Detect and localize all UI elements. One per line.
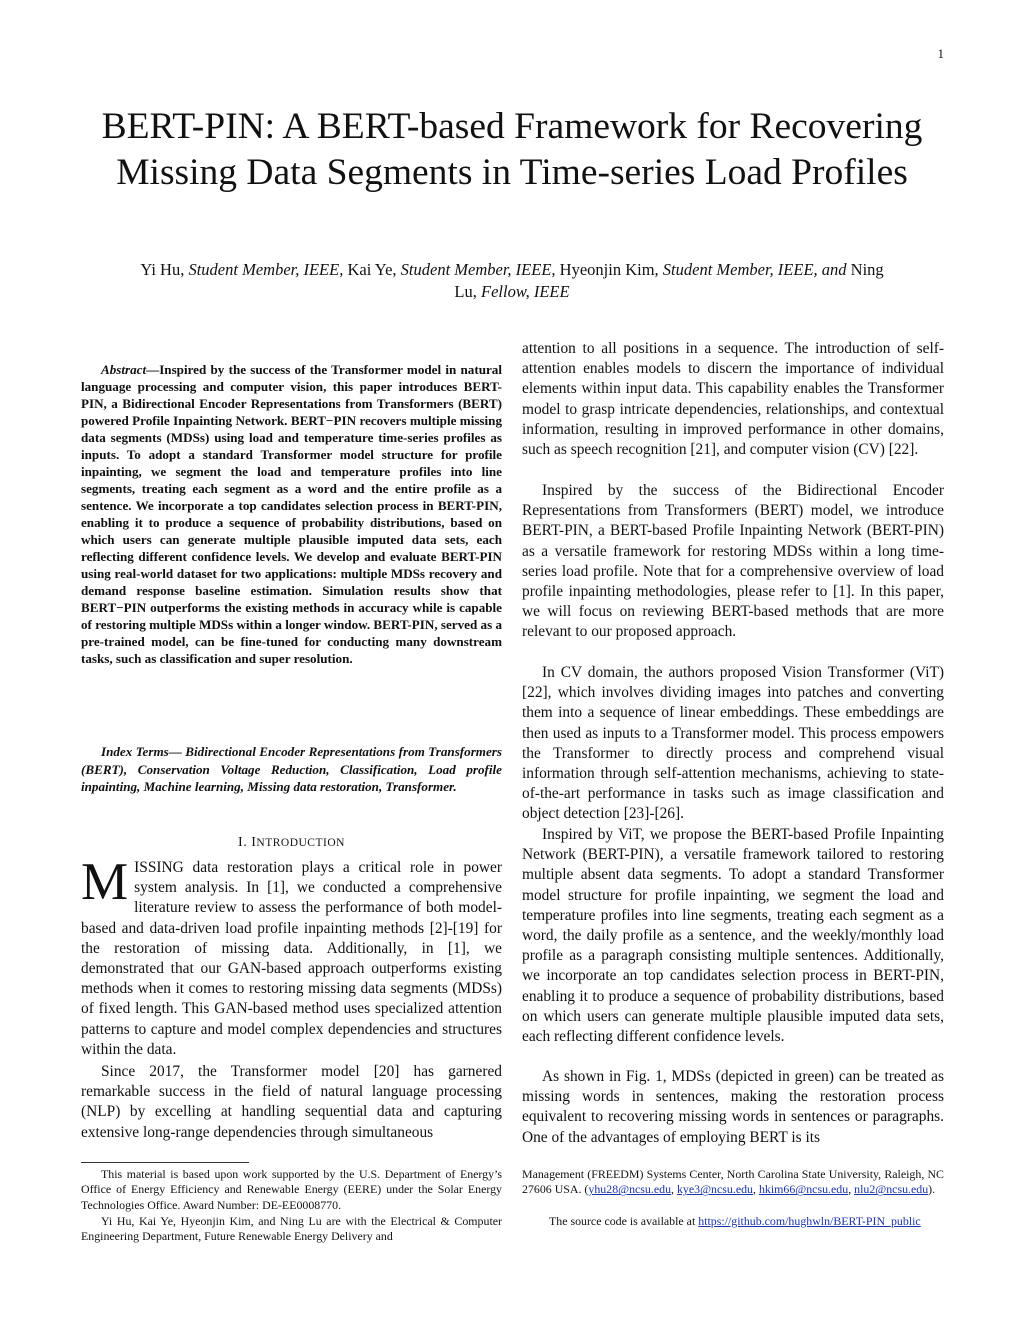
drop-cap: M: [81, 853, 129, 911]
author-conjunction: and: [821, 260, 847, 279]
author-name: Yi Hu,: [140, 260, 185, 279]
email-link[interactable]: yhu28@ncsu.edu: [588, 1182, 672, 1197]
page-number: 1: [937, 46, 944, 61]
affiliation-end: ).: [928, 1182, 936, 1197]
author-affiliation: Student Member, IEEE,: [662, 260, 818, 279]
footnote-divider: [81, 1162, 249, 1163]
affiliation-footnote: Yi Hu, Kai Ye, Hyeonjin Kim, and Ning Lu are with the Electrical & Computer Engineering Department, Future Renewable Energy Delivery and: [81, 1214, 502, 1244]
abstract: [81, 361, 502, 667]
author-affiliation: Student Member, IEEE,: [188, 260, 344, 279]
right-paragraph-2: Inspired by the success of the Bidirectional Encoder Representations from Transformers (BERT) model, we introduce BERT-PIN, a BERT-based Profile Inpainting Network (BERT-PIN) as a versatile framework for restoring MDSs within a long time-series load profile. Note that for a comprehensive overview of load profile inpainting methodologies, please refer to [1]. In this paper, we will focus on reviewing BERT-based methods that are more relevant to our proposed approach.: [522, 482, 944, 641]
author-name: Kai Ye,: [347, 260, 397, 279]
abstract-text: Inspired by the success of the Transformer model in natural language processing and computer vision, this paper introduces BERT-PIN, a Bidirectional Encoder Representations from Transformers (BERT) powered Profile Inpainting Network. BERT−PIN recovers multiple missing data segments (MDSs) using load and temperature time-series profiles as inputs. To adopt a standard Transformer model structure for profile inpainting, we segment the load and temperature profiles into line segments, treating each segment as a word and the entire profile as a sentence. We incorporate a top candidates selection process in BERT-PIN, enabling it to produce a sequence of probability distributions, based on which users can generate multiple plausible imputed data sets, each reflecting different confidence levels. We develop and evaluate BERT-PIN using real-world dataset for two applications: multiple MDSs recovery and demand response baseline estimation. Simulation results show that BERT−PIN outperforms the existing methods in accuracy while is capable of restoring multiple MDSs within a longer window. BERT-PIN, served as a pre-trained model, can be fine-tuned for conducting many downstream tasks, such as classification and super resolution.: [81, 362, 502, 666]
repository-link[interactable]: https://github.com/hughwln/BERT-PIN_public: [698, 1214, 921, 1228]
paper-title: BERT-PIN: A BERT-based Framework for Recovering Missing Data Segments in Time-series Load Profiles: [101, 106, 923, 193]
right-paragraph-5: As shown in Fig. 1, MDSs (depicted in green) can be treated as missing words in sentences, making the restoration process equivalent to recovering missing words in sentences or paragraphs. One of the advantages of employing BERT is its: [522, 1068, 944, 1146]
section-first-letter: I: [251, 835, 257, 850]
intro-paragraph-2: Since 2017, the Transformer model [20] has garnered remarkable success in the field of natural language processing (NLP) by excelling at handling sequential data and capturing extensive long-range dependencies through simultaneous: [81, 1063, 502, 1141]
index-terms: Index Terms— Bidirectional Encoder Representations from Transformers (BERT), Conservation Voltage Reduction, Classification, Load profile inpainting, Machine learning, Missing data restoration, Transformer.: [81, 744, 502, 794]
source-code-text: The source code is available at: [549, 1214, 696, 1228]
author-affiliation: Fellow, IEEE: [481, 282, 570, 301]
email-link[interactable]: nlu2@ncsu.edu: [854, 1182, 929, 1197]
affiliation-footnote-continued: Management (FREEDM) Systems Center, North Carolina State University, Raleigh, NC 27606 USA. (yhu28@ncsu.edu, kye3@ncsu.edu, hkim66@ncsu.edu, nlu2@ncsu.edu).: [522, 1167, 944, 1197]
section-title-rest: NTRODUCTION: [256, 837, 345, 849]
right-paragraph-4: Inspired by ViT, we propose the BERT-based Profile Inpainting Network (BERT-PIN), a versatile framework tailored to restoring multiple absent data segments. To adopt a standard Transformer model structure for profile inpainting, we segment the load and temperature profiles into line segments, treating each segment as a word, the daily profile as a sentence, and the weekly/monthly load profile as a paragraph consisting multiple sentences. Additionally, we incorporate an top candidates selection process in BERT-PIN, enabling it to produce a sequence of probability distributions, based on which users can generate multiple plausible imputed data sets, each reflecting different confidence levels.: [522, 826, 944, 1046]
right-paragraph-1: attention to all positions in a sequence. The introduction of self-attention enables models to discern the importance of individual elements within input data. This capability enables the Transformer model to grasp intricate dependencies, relationships, and contextual information, resulting in improved performance in other domains, such as speech recognition [21], and computer vision (CV) [22].: [522, 340, 944, 459]
funding-footnote: This material is based upon work supported by the U.S. Department of Energy’s Office of Energy Efficiency and Renewable Energy (EERE) under the Solar Energy Technologies Office. Award Number: DE-EE0008770.: [81, 1167, 502, 1212]
intro-paragraph-1: [81, 853, 502, 1060]
author-list: [130, 259, 894, 303]
section-heading-introduction: [81, 835, 502, 851]
email-link[interactable]: hkim66@ncsu.edu: [758, 1182, 849, 1197]
author-name: Hyeonjin Kim,: [559, 260, 659, 279]
source-code-footnote: [522, 1214, 944, 1229]
abstract-dash: —: [146, 362, 160, 377]
affiliation-text: Management (FREEDM) Systems Center, North Carolina State University, Raleigh, NC 27606 USA. (: [522, 1167, 944, 1197]
author-affiliation: Student Member, IEEE,: [400, 260, 556, 279]
email-link[interactable]: kye3@ncsu.edu: [676, 1182, 753, 1197]
author-name: Ning Lu,: [454, 260, 884, 301]
abstract-label: Abstract: [101, 362, 147, 377]
right-paragraph-3: In CV domain, the authors proposed Vision Transformer (ViT) [22], which involves dividing images into patches and converting them into a sequence of linear embeddings. These embeddings are then used as inputs to a Transformer model. This process empowers the Transformer to directly process and comprehend visual information through self-attention mechanisms, achieving to state-of-the-art performance in tasks such as image classification and object detection [23]-[26].: [522, 664, 944, 823]
intro-paragraph-1-text: ISSING data restoration plays a critical role in power system analysis. In [1], we conducted a comprehensive literature review to assess the performance of both model-based and data-driven load profile inpainting methods [2]-[19] for the restoration of missing data. Additionally, in [1], we demonstrated that our GAN-based approach outperforms existing methods when it comes to restoring missing data segments (MDSs) of fixed length. This GAN-based method uses specialized attention patterns to capture and model complex dependencies and structures within the data.: [81, 859, 502, 1058]
section-numeral: I.: [238, 835, 248, 850]
